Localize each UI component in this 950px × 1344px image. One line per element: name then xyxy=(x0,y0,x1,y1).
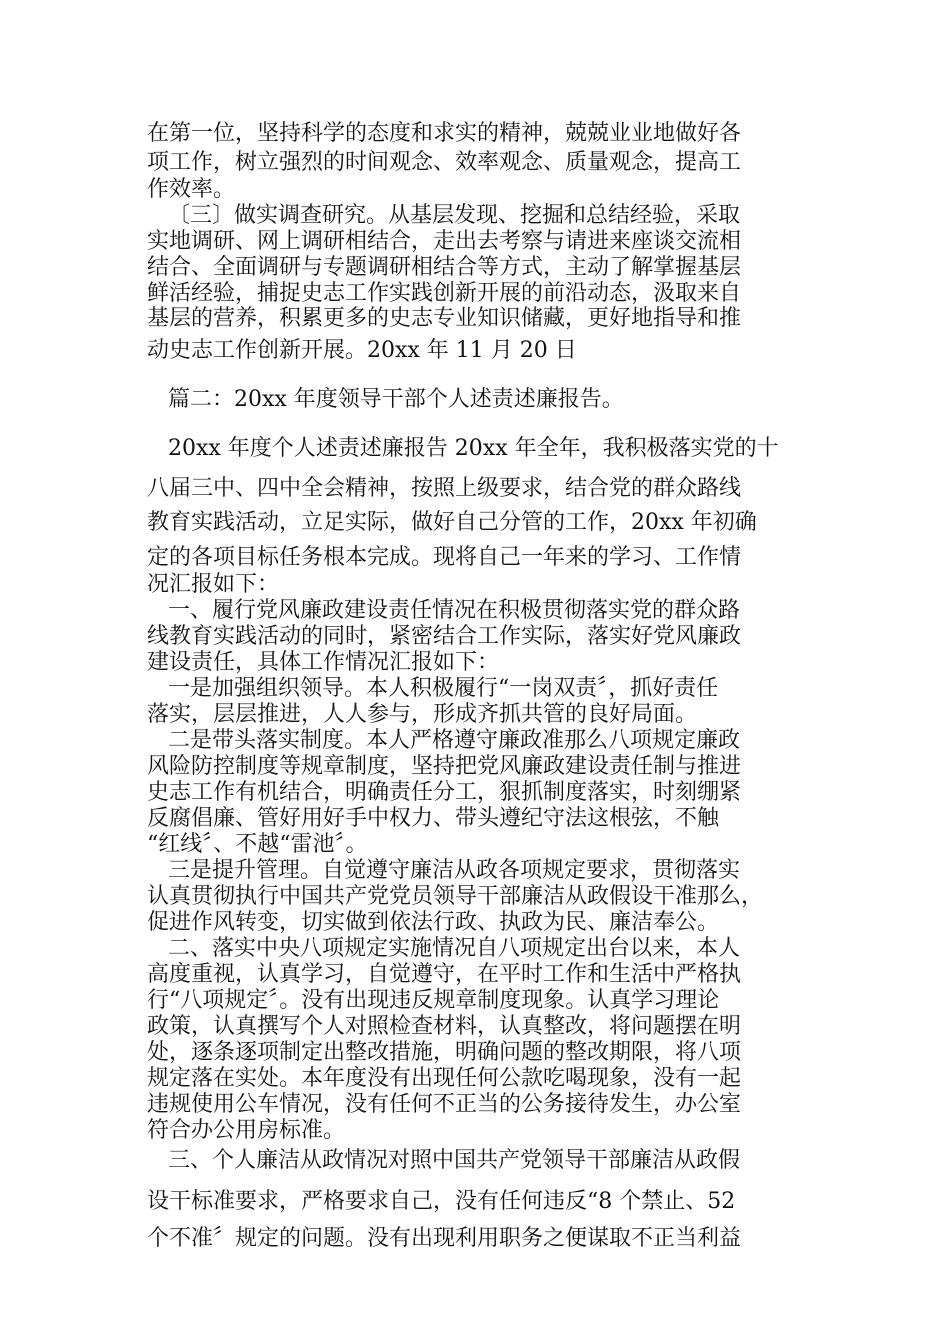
text-line: 反腐倡廉、管好用好手中权力、带头遵纪守法这根弦，不触 xyxy=(147,806,720,831)
text-line: 作效率。 xyxy=(147,177,236,202)
text-line: 结合、全面调研与专题调研相结合等方式，主动了解掌握基层 xyxy=(147,255,742,280)
text-line: 教育实践活动，立足实际，做好自己分管的工作，20xx 年初确 xyxy=(147,510,757,535)
text-line: 个不准〞规定的问题。没有出现利用职务之便谋取不正当利益 xyxy=(147,1226,742,1251)
text-line: 违规使用公车情况，没有任何不正当的公务接待发生，办公室 xyxy=(147,1092,742,1117)
text-line: 二、落实中央八项规定实施情况自八项规定出台以来，本人 xyxy=(168,936,741,961)
text-line: 行“八项规定〞。没有出现违反规章制度现象。认真学习理论 xyxy=(147,988,720,1013)
text-line: 二是带头落实制度。本人严格遵守廉政准那么八项规定廉政 xyxy=(168,728,741,753)
text-line: 20xx 年度个人述责述廉报告 20xx 年全年，我积极落实党的十 xyxy=(168,436,779,461)
text-line: 一是加强组织领导。本人积极履行“一岗双责〞，抓好责任 xyxy=(168,676,719,701)
text-line: 三是提升管理。自觉遵守廉洁从政各项规定要求，贯彻落实 xyxy=(168,858,741,883)
text-line: 三、个人廉洁从政情况对照中国共产党领导干部廉洁从政假 xyxy=(168,1148,741,1173)
text-line: 况汇报如下： xyxy=(147,572,280,597)
text-line: 风险防控制度等规章制度，坚持把党风廉政建设责任制与推进 xyxy=(147,754,742,779)
text-line: 鲜活经验，捕捉史志工作实践创新开展的前沿动态，汲取来自 xyxy=(147,281,742,306)
text-line: 政策，认真撰写个人对照检查材料，认真整改，将问题摆在明 xyxy=(147,1014,742,1039)
text-line: 处，逐条逐项制定出整改措施，明确问题的整改期限，将八项 xyxy=(147,1040,742,1065)
text-line: 一、履行党风廉政建设责任情况在积极贯彻落实党的群众路 xyxy=(168,598,741,623)
text-line: 落实，层层推进，人人参与，形成齐抓共管的良好局面。 xyxy=(147,702,698,727)
text-line: 设干标准要求，严格要求自己，没有任何违反“8 个禁止、52 xyxy=(147,1189,736,1214)
text-line: 认真贯彻执行中国共产党党员领导干部廉洁从政假设干准那么， xyxy=(147,884,764,909)
text-line: 史志工作有机结合，明确责任分工，狠抓制度落实，时刻绷紧 xyxy=(147,780,742,805)
text-line: 基层的营养，积累更多的史志专业知识储藏，更好地指导和推 xyxy=(147,306,742,331)
text-line: 定的各项目标任务根本完成。现将自己一年来的学习、工作情 xyxy=(147,545,742,570)
section-heading: 篇二：20xx 年度领导干部个人述责述廉报告。 xyxy=(168,387,624,412)
text-line: 促进作风转变，切实做到依法行政、执政为民、廉洁奉公。 xyxy=(147,910,720,935)
text-line: 在第一位，坚持科学的态度和求实的精神，兢兢业业地做好各 xyxy=(147,121,742,146)
text-line: 项工作，树立强烈的时间观念、效率观念、质量观念，提高工 xyxy=(147,150,742,175)
text-line: “红线〞、不越“雷池〞。 xyxy=(147,832,368,857)
text-line: 实地调研、网上调研相结合，走出去考察与请进来座谈交流相 xyxy=(147,229,742,254)
text-line: 高度重视，认真学习，自觉遵守，在平时工作和生活中严格执 xyxy=(147,962,742,987)
text-line: 〔三〕做实调查研究。从基层发现、挖掘和总结经验，采取 xyxy=(168,203,741,228)
text-line: 建设责任，具体工作情况汇报如下： xyxy=(147,650,500,675)
text-line: 八届三中、四中全会精神，按照上级要求，结合党的群众路线 xyxy=(147,476,742,501)
text-line: 线教育实践活动的同时，紧密结合工作实际，落实好党风廉政 xyxy=(147,624,742,649)
text-line: 符合办公用房标准。 xyxy=(147,1118,346,1143)
text-line: 动史志工作创新开展。20xx 年 11 月 20 日 xyxy=(147,338,577,363)
text-line: 规定落在实处。本年度没有出现任何公款吃喝现象，没有一起 xyxy=(147,1066,742,1091)
